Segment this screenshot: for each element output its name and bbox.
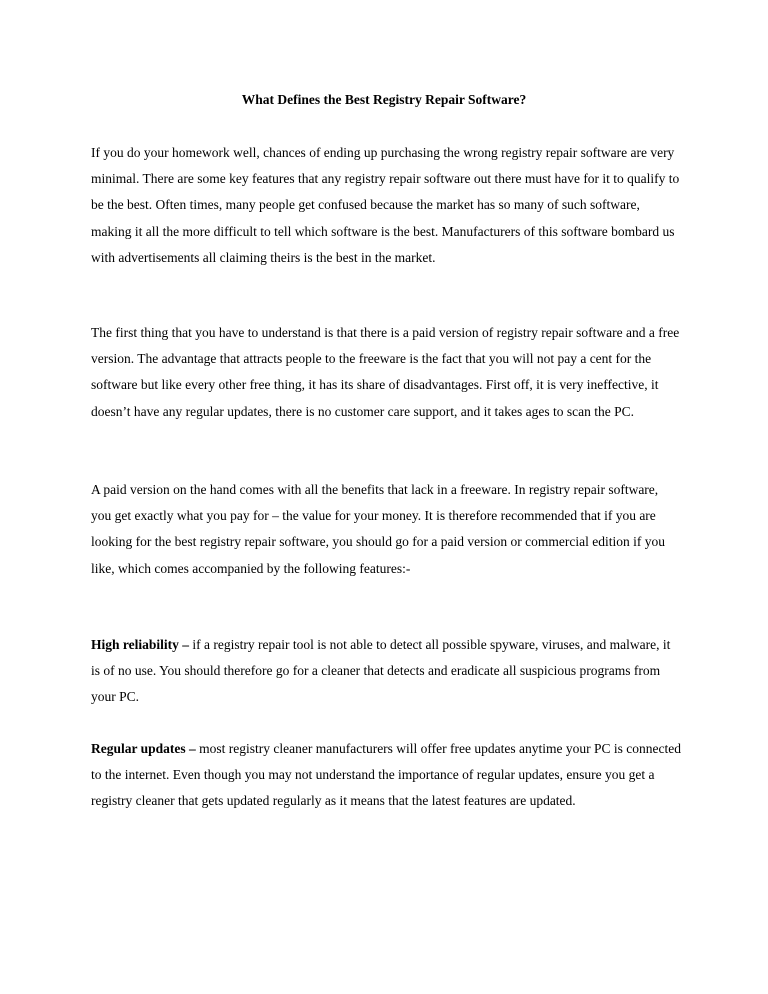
- feature-high-reliability: [91, 632, 681, 711]
- paragraph-free-vs-paid: [91, 320, 681, 425]
- feature-text: most registry cleaner manufacturers will offer free updates anytime your PC is connected to the internet. Even though you may not understand the importance of regular updates, ensure you get a registry cleaner that gets updated regularly as it means that the latest features are updated.: [91, 741, 681, 809]
- paragraph-text: If you do your homework well, chances of ending up purchasing the wrong registry repair software are very minimal. There are some key features that any registry repair software out there must have for it to qualify to be the best. Often times, many people get confused because the market has so many of such software, making it all the more difficult to tell which software is the best. Manufacturers of this software bombard us with advertisements all claiming theirs is the best in the market.: [91, 145, 680, 265]
- feature-heading: Regular updates –: [91, 741, 196, 756]
- paragraph-text: The first thing that you have to understand is that there is a paid version of registry repair software and a free version. The advantage that attracts people to the freeware is the fact that you will not pay a cent for the software but like every other free thing, it has its share of disadvantages. First off, it is very ineffective, it doesn’t have any regular updates, there is no customer care support, and it takes ages to scan the PC.: [91, 325, 680, 419]
- feature-regular-updates: [91, 736, 681, 815]
- paragraph-intro: [91, 140, 681, 271]
- paragraph-paid-version: [91, 477, 681, 582]
- feature-heading: High reliability –: [91, 637, 190, 652]
- paragraph-text: A paid version on the hand comes with all the benefits that lack in a freeware. In registry repair software, you get exactly what you pay for – the value for your money. It is therefore recommended that if you are looking for the best registry repair software, you should go for a paid version or commercial edition if you like, which comes accompanied by the following features:-: [91, 482, 665, 576]
- page-title: What Defines the Best Registry Repair Software?: [241, 92, 527, 107]
- feature-text: if a registry repair tool is not able to detect all possible spyware, viruses, and malware, it is of no use. You should therefore go for a cleaner that detects and eradicate all suspicious programs from your PC.: [91, 637, 671, 705]
